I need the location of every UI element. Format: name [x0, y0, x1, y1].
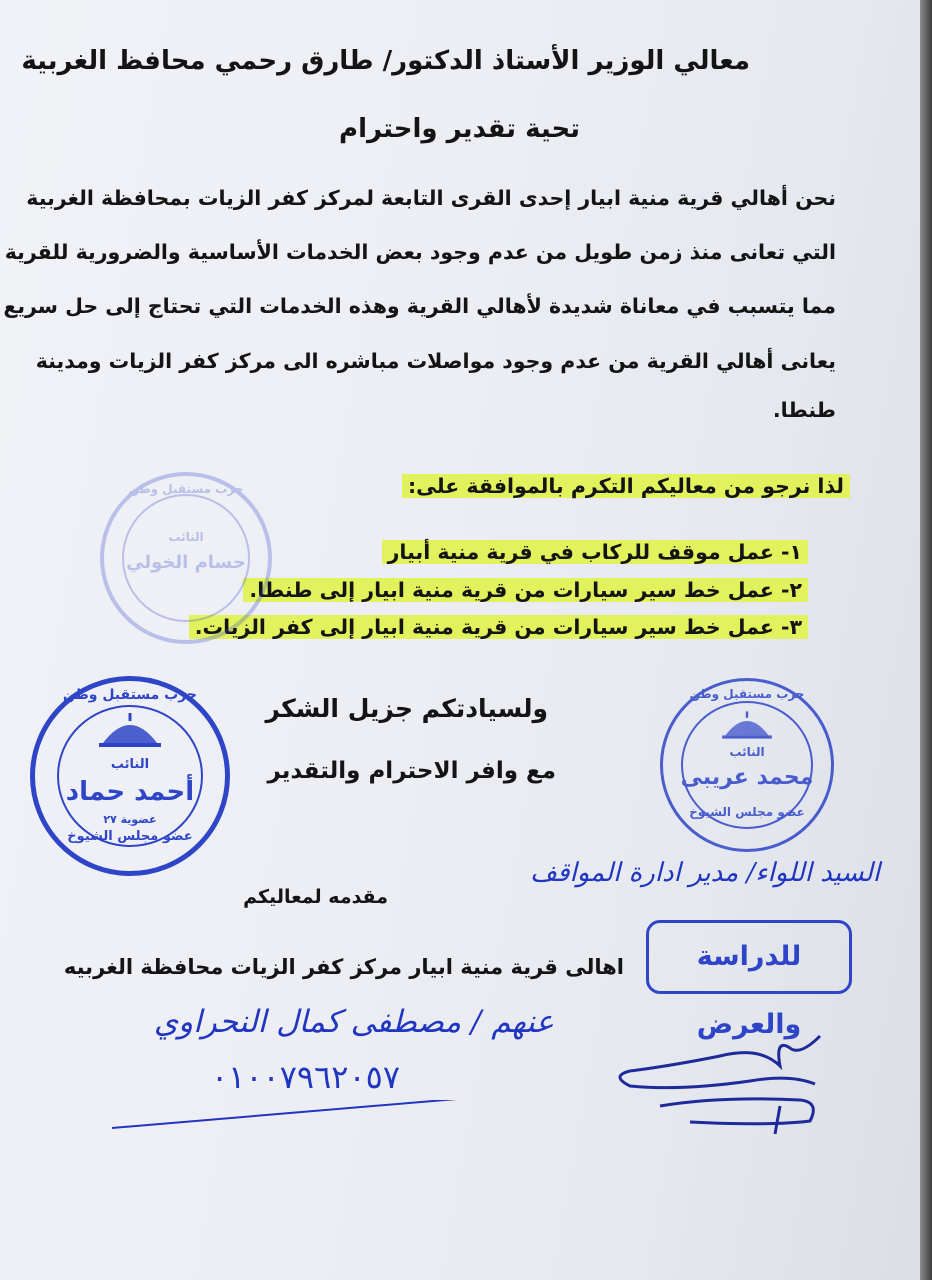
request-item-3: ٣- عمل خط سير سيارات من قرية منية ابيار إلى كفر الزيات. [189, 615, 808, 639]
body-line-5: طنطا. [772, 398, 836, 422]
faint-stamp-party: حزب مستقبل وطن [128, 482, 244, 496]
underline-stroke [110, 1100, 530, 1130]
request-intro: لذا نرجو من معاليكم التكرم بالموافقة على: [402, 474, 850, 498]
right-stamp-name: محمد عريبى [680, 765, 814, 790]
left-party-stamp [30, 676, 230, 876]
addressee-heading: معالي الوزير الأستاذ الدكتور/ طارق رحمي محافظ الغربية [21, 46, 750, 76]
request-item-2: ٢- عمل خط سير سيارات من قرية منية ابيار إلى طنطا. [243, 578, 808, 602]
right-stamp-party: حزب مستقبل وطن [689, 687, 805, 701]
body-line-1: نحن أهالي قرية منية ابيار إحدى القرى التابعة لمركز كفر الزيات بمحافظة الغربية [26, 186, 836, 210]
signature-scribble-icon [600, 1026, 840, 1136]
greeting-heading: تحية تقدير واحترام [339, 114, 580, 144]
handwritten-representative: عنهم / مصطفى كمال النحراوي [153, 1004, 554, 1040]
faint-party-stamp [100, 472, 272, 644]
dome-logo-icon [95, 713, 165, 747]
signature [600, 1026, 840, 1136]
faint-stamp-title: النائب [168, 530, 204, 544]
left-stamp-role: عضو مجلس الشيوخ [67, 829, 193, 844]
request-item-1: ١- عمل موقف للركاب في قرية منية أبيار [382, 540, 808, 564]
left-stamp-party: حزب مستقبل وطن [62, 687, 198, 703]
study-review-stamp: للدراسة والعرض [646, 920, 852, 994]
closing-thanks: ولسيادتكم جزيل الشكر [265, 694, 548, 723]
right-stamp-role: عضو مجلس الشيوخ [689, 805, 805, 819]
body-line-2: التي تعانى منذ زمن طويل من عدم وجود بعض الخدمات الأساسية والضرورية للقرية [4, 240, 836, 264]
right-stamp-title: النائب [729, 745, 765, 759]
body-line-4: يعانى أهالي القرية من عدم وجود مواصلات مباشره الى مركز كفر الزيات ومدينة [35, 349, 836, 373]
faint-stamp-name: حسام الخولي [126, 552, 246, 573]
body-line-3: مما يتسبب في معاناة شديدة لأهالي القرية وهذه الخدمات التي تحتاج إلى حل سريع [3, 294, 836, 318]
left-stamp-name: أحمد حماد [65, 777, 195, 807]
handwritten-routing-note: السيد اللواء/ مدير ادارة المواقف [530, 858, 880, 888]
right-party-stamp [660, 678, 834, 852]
submitted-by: اهالى قرية منية ابيار مركز كفر الزيات محافظة الغربيه [63, 955, 624, 979]
closing-regards: مع وافر الاحترام والتقدير [267, 758, 556, 784]
page-edge-shadow [920, 0, 932, 1280]
submitted-to: مقدمه لمعاليكم [243, 886, 388, 908]
left-stamp-title: النائب [110, 757, 150, 772]
dome-logo-icon [719, 711, 775, 739]
handwritten-phone: ٠١٠٠٧٩٦٢٠٥٧ [210, 1058, 400, 1096]
left-stamp-membership: عضوية ٢٧ [103, 813, 157, 826]
